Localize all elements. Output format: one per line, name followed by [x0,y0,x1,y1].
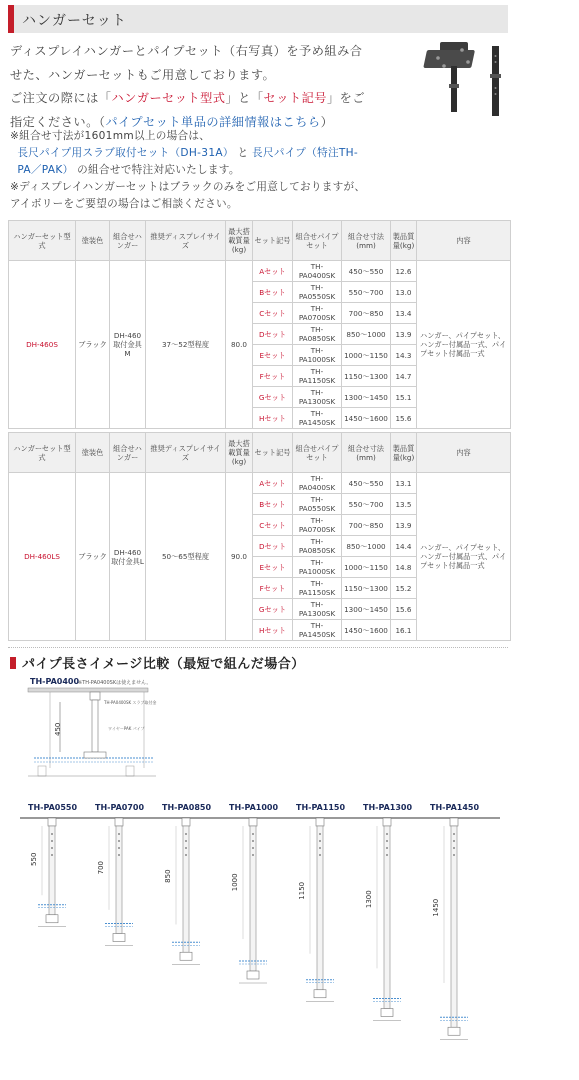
hanger-cell: DH-460取付金具M [110,261,146,429]
col-model: ハンガーセット型式 [9,221,76,261]
color-cell: ブラック [76,261,110,429]
pipe-shaft [116,826,122,934]
pipe-cell: TH-PA0850SK [293,536,342,557]
intro-text-span: 」をご [326,91,366,105]
weight-cell: 16.1 [391,620,417,641]
col-dim: 組合せ寸法(mm) [342,433,391,473]
col-load: 最大搭載質量(kg) [226,221,253,261]
pipe-dim-label: 850 [164,869,172,883]
weight-cell: 13.5 [391,494,417,515]
slab-mount [90,692,100,700]
pipe-cell: TH-PA1300SK [293,599,342,620]
weight-cell: 13.0 [391,282,417,303]
long-pipe-link-cont[interactable]: PA／PAK） [17,164,74,176]
pipe-hole [51,854,53,856]
weight-cell: 15.6 [391,599,417,620]
set-cell: Aセット [253,261,293,282]
pipe-hole [252,847,254,849]
weight-cell: 15.6 [391,408,417,429]
intro-text-span: ） [320,114,334,129]
table-row [9,473,511,494]
stand-left [38,766,46,776]
pipe-label: TH-PA0700 [95,803,145,812]
load-cell: 80.0 [226,261,253,429]
pipe-cell: TH-PA0850SK [293,324,342,345]
dim-cell: 1450〜1600 [342,408,391,429]
dim-cell: 550〜700 [342,494,391,515]
pipe-cell: TH-PA1450SK [293,408,342,429]
hanger-bracket [247,971,259,979]
col-display: 推奨ディスプレイサイズ [146,221,226,261]
dim-cell: 1150〜1300 [342,366,391,387]
pipe-hole [252,840,254,842]
col-display: 推奨ディスプレイサイズ [146,433,226,473]
weight-cell: 13.1 [391,473,417,494]
pipe-cell: TH-PA1000SK [293,557,342,578]
intro-text-span: ご注文の際には「 [10,91,112,105]
header-accent-bar [8,5,14,33]
long-pipe-link[interactable]: 長尺パイプ（特注TH- [252,147,359,159]
spec-table-dh460ls [8,432,511,641]
pipe-cell: TH-PA0400SK [293,473,342,494]
slab-mount [48,818,56,826]
weight-cell: 15.2 [391,578,417,599]
pipe-hole [51,840,53,842]
weight-cell: 15.1 [391,387,417,408]
pipe-section-title-text: パイプ長さイメージ比較（最短で組んだ場合） [22,657,305,672]
pipe-hole [319,833,321,835]
color-cell: ブラック [76,473,110,641]
note-line: ※ディスプレイハンガーセットはブラックのみをご用意しておりますが、 [10,181,366,193]
pipe-hole [386,854,388,856]
display-cell: 50〜65型程度 [146,473,226,641]
top-dim-label: 450 [54,722,62,736]
dim-cell: 700〜850 [342,515,391,536]
table-row [9,261,511,282]
dim-cell: 450〜550 [342,261,391,282]
section-divider [8,647,508,648]
top-callout-2: ワイヤーPAK パイプ [108,726,145,731]
col-pipe: 組合せパイプセット [293,433,342,473]
set-cell: Hセット [253,408,293,429]
note-line [10,162,430,179]
col-dim: 組合せ寸法(mm) [342,221,391,261]
stand-right [126,766,134,776]
pipe-label: TH-PA1300 [363,803,413,812]
slab-mount [383,818,391,826]
pipe-cell: TH-PA0400SK [293,261,342,282]
pipe-0400 [92,700,98,752]
col-hanger: 組合せハンガー [110,221,146,261]
set-cell: Bセット [253,282,293,303]
col-setcode: セット記号 [253,221,293,261]
pipe-label: TH-PA1150 [296,803,346,812]
model-cell: DH-460LS [9,473,76,641]
pipe-hole [386,840,388,842]
hanger-bracket [381,1009,393,1017]
pipe-shaft [384,826,390,1009]
hanger-bracket [46,915,58,923]
pipe-shaft [317,826,323,990]
pipe-label: TH-PA1000 [229,803,279,812]
pipe-hole [185,854,187,856]
pipe-cell: TH-PA1450SK [293,620,342,641]
pipe-hole [453,847,455,849]
set-cell: Cセット [253,515,293,536]
note-text-span: と [233,147,253,159]
pipe-comparison-group [28,803,479,1039]
title-marker-icon [10,657,16,669]
set-cell: Hセット [253,620,293,641]
notes-block [10,128,430,213]
pipe-cell: TH-PA0550SK [293,494,342,515]
pipe-dim-label: 550 [30,852,38,866]
intro-text [10,40,412,134]
col-weight: 製品質量(kg) [391,221,417,261]
model-emphasis: ハンガーセット型式 [111,91,226,105]
content-cell: ハンガー、パイプセット、ハンガー付属品一式、パイプセット付属品一式 [417,473,511,641]
note-line: アイボリーをご要望の場合はご相談ください。 [10,198,238,210]
pipe-shaft [451,826,457,1027]
load-cell: 90.0 [226,473,253,641]
slab-mount [115,818,123,826]
dim-cell: 550〜700 [342,282,391,303]
set-cell: Gセット [253,599,293,620]
top-pipe-note: ※TH-PA0400SKは使えません。 [78,680,152,686]
pipe-cell: TH-PA1150SK [293,578,342,599]
dim-cell: 700〜850 [342,303,391,324]
slab-mount [450,818,458,826]
set-cell: Fセット [253,578,293,599]
col-color: 塗装色 [76,221,110,261]
pipe-hole [319,854,321,856]
pipe-cell: TH-PA0700SK [293,515,342,536]
slab-set-link[interactable]: 長尺パイプ用スラブ取付セット（DH-31A） [17,147,234,159]
weight-cell: 14.8 [391,557,417,578]
weight-cell: 14.3 [391,345,417,366]
weight-cell: 12.6 [391,261,417,282]
weight-cell: 14.4 [391,536,417,557]
pipe-hole [51,833,53,835]
spec-table-dh460s [8,220,511,429]
note-line [10,145,430,162]
pipe-hole [185,833,187,835]
pipe-hole [453,833,455,835]
dim-cell: 1300〜1450 [342,599,391,620]
content-cell: ハンガー、パイプセット、ハンガー付属品一式、パイプセット付属品一式 [417,261,511,429]
weight-cell: 13.9 [391,515,417,536]
set-cell: Gセット [253,387,293,408]
pipe-hole [319,840,321,842]
pipe-hole [319,847,321,849]
set-cell: Dセット [253,536,293,557]
table-header-row [9,221,511,261]
set-cell: Eセット [253,557,293,578]
set-cell: Eセット [253,345,293,366]
pipe-detail-link[interactable]: パイプセット単品の詳細情報はこちら [105,114,321,129]
pipe-hole [118,840,120,842]
model-cell: DH-460S [9,261,76,429]
hanger-bracket [113,934,125,942]
dim-cell: 850〜1000 [342,536,391,557]
pipe-cell: TH-PA0550SK [293,282,342,303]
pipe-cell: TH-PA1150SK [293,366,342,387]
col-weight: 製品質量(kg) [391,433,417,473]
weight-cell: 13.9 [391,324,417,345]
hanger-bracket [314,990,326,998]
col-content: 内容 [417,433,511,473]
pipe-hole [453,854,455,856]
set-cell: Fセット [253,366,293,387]
pipe-shaft [49,826,55,915]
pipe-dim-label: 1000 [231,873,239,892]
pipe-section-title [10,653,305,672]
hanger-set-photo [422,36,518,122]
table-header-row [9,433,511,473]
weight-cell: 14.7 [391,366,417,387]
top-pipe-label: TH-PA0400 [30,677,80,686]
col-pipe: 組合せパイプセット [293,221,342,261]
col-hanger: 組合せハンガー [110,433,146,473]
dim-cell: 1300〜1450 [342,387,391,408]
pipe-cell: TH-PA1300SK [293,387,342,408]
hanger-bracket [180,952,192,960]
slab-mount [182,818,190,826]
weight-cell: 13.4 [391,303,417,324]
col-load: 最大搭載質量(kg) [226,433,253,473]
pipe-dim-label: 1450 [432,898,440,917]
section-title: ハンガーセット [22,13,127,29]
col-color: 塗装色 [76,433,110,473]
pipe-hole [118,847,120,849]
dim-cell: 450〜550 [342,473,391,494]
col-setcode: セット記号 [253,433,293,473]
dim-cell: 1000〜1150 [342,345,391,366]
section-header [8,5,508,33]
pipe-cell: TH-PA0700SK [293,303,342,324]
ceiling-slab [28,688,148,692]
set-cell: Cセット [253,303,293,324]
pipe-dim-label: 700 [97,861,105,875]
intro-line [10,87,412,111]
pipe-hole [453,840,455,842]
pipe-label: TH-PA0850 [162,803,212,812]
pipe-dim-label: 1150 [298,881,306,900]
intro-text-span: 指定ください。（ [10,114,106,129]
hanger-bracket [84,752,106,758]
note-line: ※組合せ寸法が1601mm以上の場合は、 [10,130,211,142]
pipe-dim-label: 1300 [365,890,373,909]
dim-cell: 1450〜1600 [342,620,391,641]
display-cell: 37〜52型程度 [146,261,226,429]
dim-cell: 1000〜1150 [342,557,391,578]
pipe-hole [185,840,187,842]
setcode-emphasis: セット記号 [263,91,327,105]
intro-text-span: 」と「 [225,91,264,105]
dim-cell: 1150〜1300 [342,578,391,599]
set-cell: Aセット [253,473,293,494]
pipe-hole [386,833,388,835]
pipe-hole [51,847,53,849]
slab-mount [249,818,257,826]
note-text-span: の組合せで特注対応いたします。 [73,164,240,176]
col-content: 内容 [417,221,511,261]
pipe-length-diagram [0,672,579,1080]
set-cell: Dセット [253,324,293,345]
pipe-label: TH-PA1450 [430,803,480,812]
pipe-hole [386,847,388,849]
dim-cell: 850〜1000 [342,324,391,345]
pipe-hole [118,833,120,835]
pipe-cell: TH-PA1000SK [293,345,342,366]
hanger-cell: DH-460取付金具L [110,473,146,641]
slab-mount [316,818,324,826]
top-callout-1: TH-PA0400SK スラブ取付金 [104,700,157,705]
intro-line: ディスプレイハンガーとパイプセット（右写真）を予め組み合 [10,44,363,58]
pipe-hole [185,847,187,849]
hanger-bracket [448,1027,460,1035]
intro-line: せた、ハンガーセットもご用意しております。 [10,67,276,82]
col-model: ハンガーセット型式 [9,433,76,473]
pipe-hole [252,833,254,835]
pipe-hole [118,854,120,856]
pipe-shaft [183,826,189,952]
set-cell: Bセット [253,494,293,515]
pipe-label: TH-PA0550 [28,803,78,812]
pipe-hole [252,854,254,856]
